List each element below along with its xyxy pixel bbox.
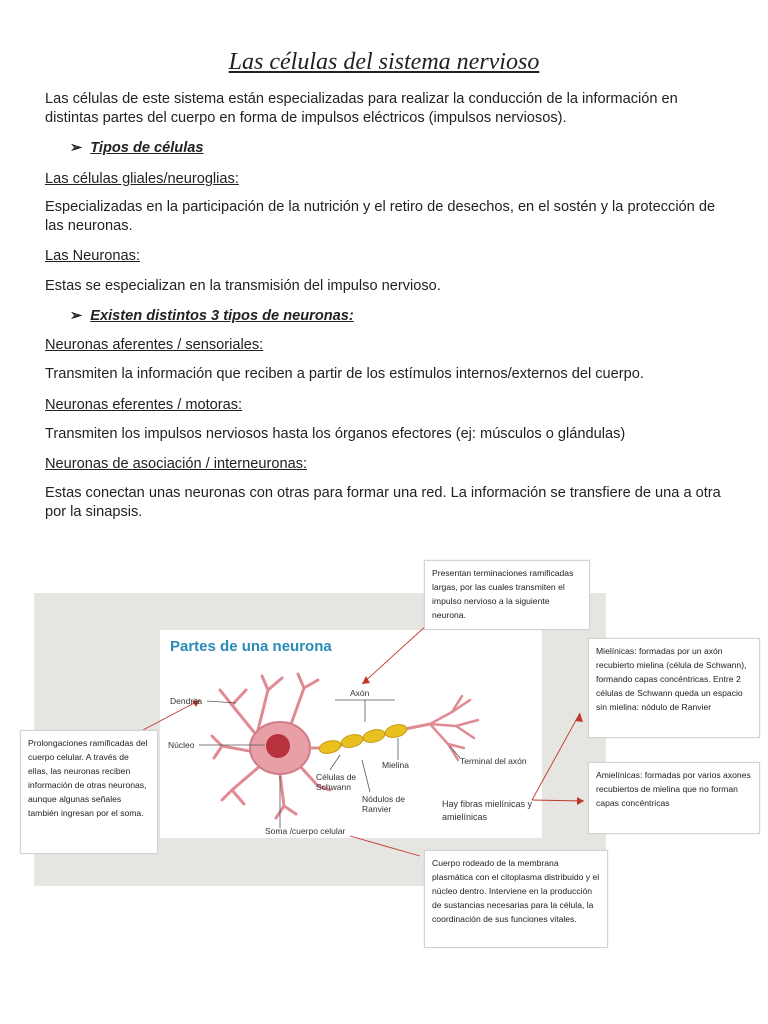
figure-title: Partes de una neurona: [170, 638, 332, 655]
myelinated-note: Mielínicas: formadas por un axón recubierto mielina (célula de Schwann), formando capas concéntricas. Entre 2 células de Schwann queda un espacio sin mielina: nódulo de Ranvier: [588, 638, 760, 738]
association-text: Estas conectan unas neuronas con otras para formar una red. La información se transfiere de una a otra por la sinapsis.: [45, 485, 721, 520]
page-title: Las células del sistema nervioso: [228, 49, 540, 75]
efferent-heading: Neuronas eferentes / motoras:: [45, 397, 243, 413]
dendrite-note: Prolongaciones ramificadas del cuerpo celular. A través de ellas, las neuronas reciben información de otras neuronas, aunque algunas señales también ingresan por el soma.: [20, 730, 158, 854]
amyelinated-note: Amielínicas: formadas por varios axones recubiertos de mielina que no forman capas concéntricas: [588, 762, 760, 834]
section-heading: Existen distintos 3 tipos de neuronas:: [90, 308, 354, 324]
label-nucleo: Núcleo: [168, 740, 195, 750]
nucleus-shape: [266, 734, 290, 758]
label-ranvier: Nódulos de Ranvier: [362, 794, 406, 814]
neuron-heading: Las Neuronas:: [45, 248, 140, 264]
label-terminal: Terminal del axón: [460, 756, 527, 766]
label-mielina: Mielina: [382, 760, 409, 770]
label-axon: Axón: [350, 688, 370, 698]
axon-note: Presentan terminaciones ramificadas largas, por las cuales transmiten el impulso nervioso a la siguiente neurona.: [424, 560, 590, 630]
afferent-heading: Neuronas aferentes / sensoriales:: [45, 337, 264, 353]
label-dendrita: Dendrita: [170, 696, 203, 706]
efferent-text: Transmiten los impulsos nerviosos hasta los órganos efectores (ej: músculos o glándulas): [45, 426, 626, 442]
label-soma: Soma /cuerpo celular: [265, 826, 346, 836]
label-fibers: Hay fibras mielínicas y amielínicas: [442, 799, 533, 822]
glial-heading: Las células gliales/neuroglias:: [45, 171, 239, 187]
glial-text: Especializadas en la participación de la nutrición y el retiro de desechos, en el sostén y la protección de las neuronas.: [45, 199, 716, 234]
neuron-text: Estas se especializan en la transmisión del impulso nervioso.: [45, 278, 441, 294]
myelin-segments: [318, 723, 408, 756]
section-heading: Tipos de células: [90, 140, 204, 156]
intro-paragraph: Las células de este sistema están especializadas para realizar la conducción de la información en distintas partes del cuerpo en forma de impulsos eléctricos (impulsos nerviosos).: [45, 91, 678, 126]
arrow-bullet-icon: ➢: [70, 140, 83, 156]
arrow-bullet-icon: ➢: [70, 308, 83, 324]
afferent-text: Transmiten la información que reciben a partir de los estímulos internos/externos del cuerpo.: [45, 366, 644, 382]
soma-note: Cuerpo rodeado de la membrana plasmática con el citoplasma distribuido y el núcleo dentro. Interviene en la producción de sustancias necesarias para la célula, la coordinación de sus funciones vitales.: [424, 850, 608, 948]
association-heading: Neuronas de asociación / interneuronas:: [45, 456, 308, 472]
label-schwann: Células de Schwann: [316, 772, 357, 792]
